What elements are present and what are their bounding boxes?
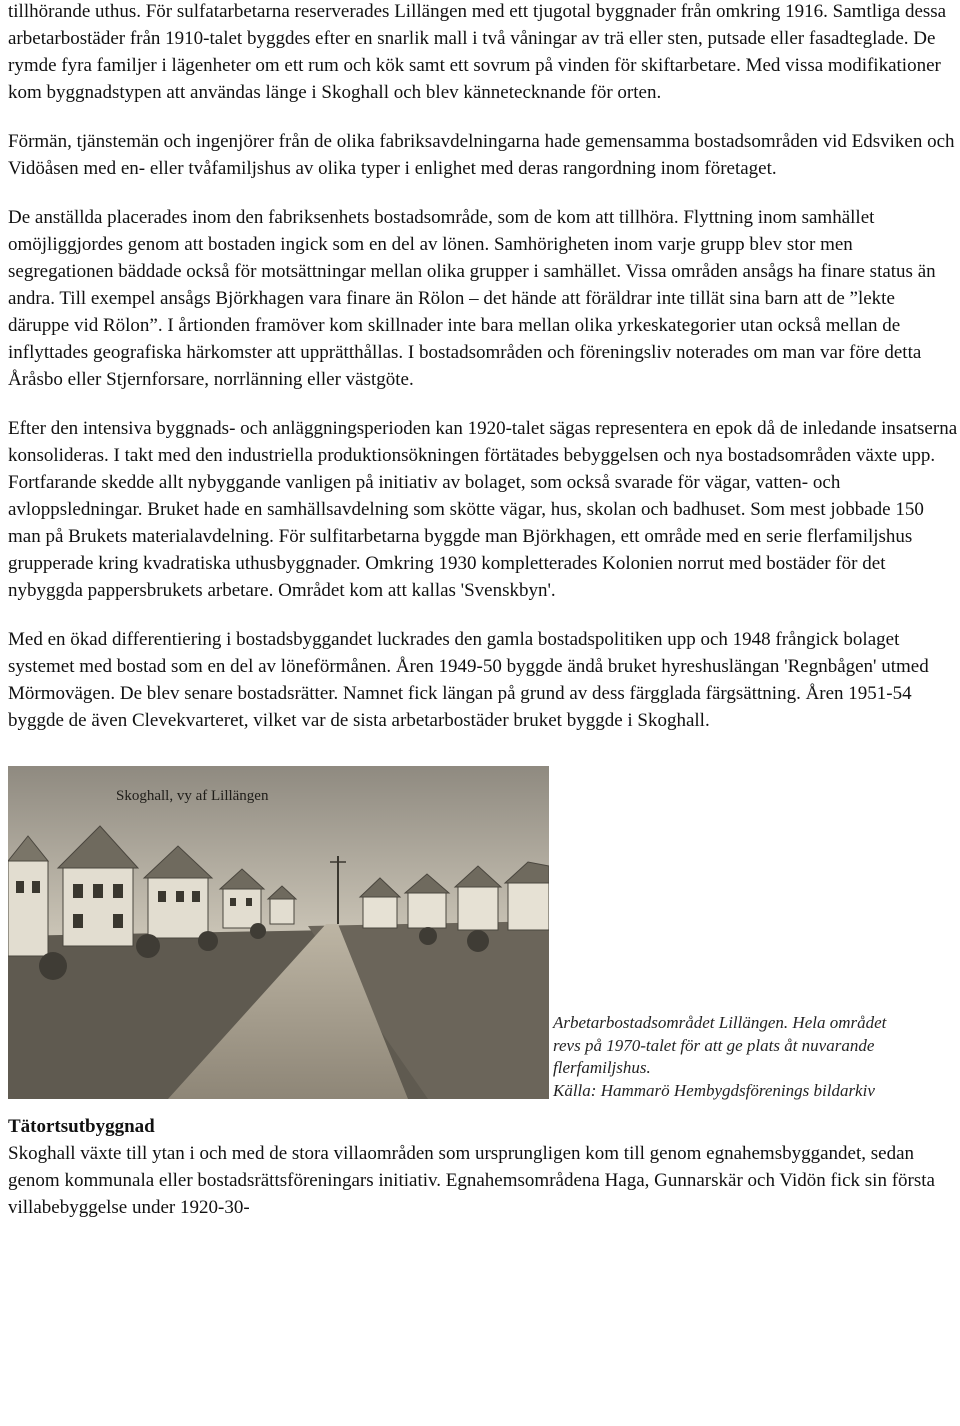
caption-line: revs på 1970-talet för att ge plats åt nuvarande (553, 1035, 875, 1055)
figure (8, 766, 958, 1103)
paragraph-tatortsutbyggnad: Skoghall växte till ytan i och med de stora villaområden som ursprungligen kom till genom egnahemsbyggandet, sedan genom kommunala eller bostadsrättsföreningars initiativ. Egnahemsområdena Haga, Gunnarskär och Vidön fick sin första villabebyggelse under 1920-30- (8, 1143, 935, 1218)
section-heading: Tätortsutbyggnad (8, 1116, 155, 1137)
paragraph-segregation: De anställda placerades inom den fabriksenhets bostadsområde, som de kom att tillhöra. Flyttning inom samhället omöjliggjordes genom att bostaden ingick som en del av lönen. Samhörigheten inom varje grupp blev stor men segregationen bäddade också för motsättningar mellan olika grupper i samhället. Vissa områden ansågs ha finare status än andra. Till exempel ansågs Björkhagen vara finare än Rölon – det hände att föräldrar inte tillät sina barn att de ”lekte däruppe vid Rölon”. I årtionden framöver kom skillnader inte bara mellan olika yrkeskategorier utan också mellan de inflyttades geografiska härkomster att upprätthållas. I bostadsområden och föreningsliv noterades om man var före detta Åråsbo eller Stjernforsare, norrlänning eller västgöte. (8, 207, 936, 390)
document-page (8, 0, 958, 1221)
photo-inscription: Skoghall, vy af Lillängen (116, 788, 269, 804)
photo-caption (553, 1012, 953, 1102)
caption-line: Arbetarbostadsområdet Lillängen. Hela området (553, 1013, 887, 1032)
paragraph-forman: Förmän, tjänstemän och ingenjörer från de olika fabriksavdelningarna hade gemensamma bostadsområden vid Edsviken och Vidöåsen med en- eller tvåfamiljshus av olika typer i enlighet med deras rangordning inom företaget. (8, 131, 955, 179)
paragraph-lillangen: tillhörande uthus. För sulfatarbetarna reserverades Lillängen med ett tjugotal byggnader från omkring 1916. Samtliga dessa arbetarbostäder från 1910-talet byggdes efter en snarlik mall i två våningar av trä eller sten, putsade eller fasadteglade. De rymde fyra familjer i lägenheter om ett rum och kök samt ett sovrum på vinden för skiftarbetare. Med vissa modifikationer kom byggnadstypen att användas länge i Skoghall och blev kännetecknande för orten. (8, 1, 947, 103)
paragraph-1948: Med en ökad differentiering i bostadsbyggandet luckrades den gamla bostadspolitiken upp och 1948 frångick bolaget systemet med bostad som en del av löneförmånen. Åren 1949-50 byggde ändå bruket hyreshuslängan 'Regnbågen' utmed Mörmovägen. De blev senare bostadsrätter. Namnet fick längan på grund av dess färgglada färgsättning. Åren 1951-54 byggde de även Clevekvarteret, vilket var de sista arbetarbostäder bruket byggde i Skoghall. (8, 629, 929, 731)
caption-line: flerfamiljshus. (553, 1058, 651, 1077)
caption-source: Källa: Hammarö Hembygdsförenings bildarkiv (553, 1080, 875, 1100)
historic-photo-lillangen (8, 766, 549, 1099)
paragraph-1920-talet: Efter den intensiva byggnads- och anläggningsperioden kan 1920-talet sägas representera en epok då de inledande insatserna konsolideras. I takt med den industriella produktionsökningen förtätades bebyggelsen och nya bostadsområden växte upp. Fortfarande skedde allt nybyggande vanligen på initiativ av bolaget, som också svarade för vägar, vatten- och avloppsledningar. Bruket hade en samhällsavdelning som skötte vägar, hus, skolan och badhuset. Som mest jobbade 150 man på Brukets materialavdelning. För sulfitarbetarna byggde man Björkhagen, ett område med en serie flerfamiljshus grupperade kring kvadratiska uthusbyggnader. Omkring 1930 kompletterades Kolonien norrut med bostäder för det nybyggda pappersbrukets arbetare. Området kom att kallas 'Svenskbyn'. (8, 418, 958, 601)
